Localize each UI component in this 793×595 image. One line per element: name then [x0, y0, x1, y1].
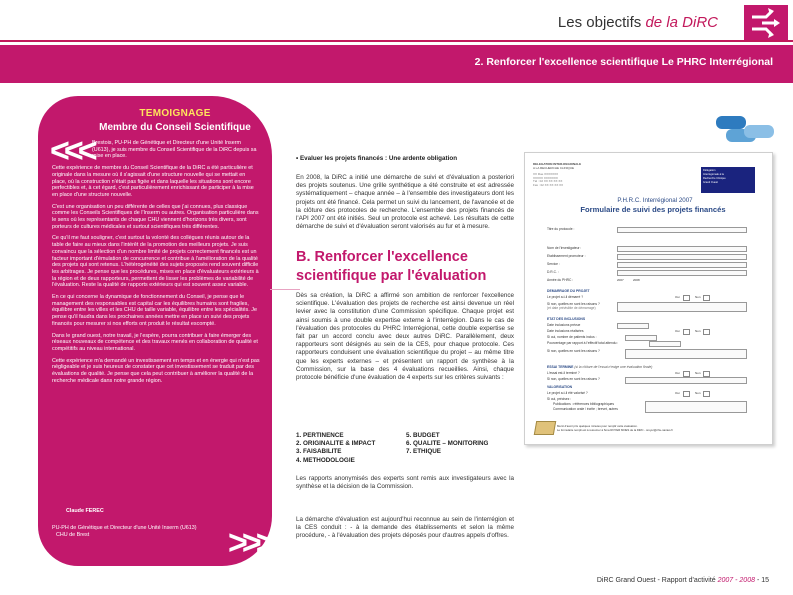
form-field-box	[649, 341, 681, 347]
form-org-line: DELEGATION INTER-REGIONALE	[533, 162, 582, 166]
form-logo-line: Recherche Clinique	[703, 177, 726, 180]
form-field-label: Etablissement promoteur :	[547, 254, 586, 258]
form-field-box	[625, 377, 747, 384]
form-field-box	[625, 349, 747, 359]
criterion: 7. ETHIQUE	[406, 448, 441, 456]
form-field-box	[617, 323, 649, 329]
form-section-title	[547, 365, 652, 369]
form-year: 2007	[617, 278, 624, 282]
testimony-paragraph: Dans le grand ouest, notre travail, je l'espère, pourra contribuer à faire émerger des réseaux nouveaux de compétence et des travaux menés en collaboration de qualité et compétitifs au niveau international.	[52, 332, 258, 352]
form-question: Publications : références bibliographiques	[553, 402, 615, 406]
quote-close-icon: >>>	[228, 524, 270, 562]
bullet-heading: • Evaluer les projets financés : Une ardente obligation	[296, 155, 458, 162]
form-field-box	[617, 302, 747, 312]
testimony-paragraph: C'est une organisation un peu différente de celles que j'ai connues, plus classique comme les Conseils Scientifiques de l'Inserm ou autres. Organisation particulière dans le sens où les représentants de chaque CHU viennent d'horizons très divers, sont porteurs de cultures médicales et surtout scientifiques très différentes.	[52, 203, 259, 230]
form-section-note: (si la clôture de l'essai n'exige une évaluation finale)	[574, 365, 653, 369]
testimony-paragraph: Cette expérience de membre du Conseil Scientifique de la DiRC a été particulière et originale dans la mesure où il s'agissait d'une structure nouvelle qui se mettait en place, où la construction n'était pas figée et dans laquelle les situations sont encore perfectibles et, à cet égard, c'est particulièrement enrichissant de participer à la mise en place d'une structure nouvelle.	[52, 165, 254, 198]
form-org-line: A LA RECHERCHE CLINIQUE	[533, 166, 575, 170]
form-no: Non	[695, 371, 701, 375]
paragraph-section-b: Dès sa création, la DiRC a affirmé son ambition de renforcer l'excellence scientifique. L'évaluation des projets de recherche est ainsi devenue un réel levier avec la constitution d'une Commission spécifique. Chaque projet est ainsi soumis à une double expertise externe à l'interrégion. Dans le cas de l'évaluation des protocoles du PHRC Interrégional, cette double expertise se fait par un accord conclu avec deux autres DiRC. Parallèlement, deux rapporteurs sont désignés au sein de la CES, pour chaque protocole. Ces rapporteurs conduisent une évaluation scientifique du projet – au même titre que les experts externes – et présentent un rapport de synthèse à la Commission, sur la base des 4 évaluations recueillies. Ainsi, chaque protocole bénéficie d'une évaluation de 4 experts sur les critères suivants :	[296, 292, 514, 382]
paragraph-demarche: La démarche d'évaluation est aujourd'hui reconnue au sein de l'interrégion et la CES conduit : - à la demande des établissements et selon la même procédure, - à l'évaluation des projets déposés pour d'autres appels d'offres.	[296, 516, 514, 540]
form-footer-line: Le formulaire rempli est à retourner à Sma ROYER MOES de la DiRC - sroyer@chu-nantes.fr	[557, 427, 673, 432]
testimony-header	[90, 108, 260, 133]
section-banner	[0, 45, 793, 83]
form-yes: Oui	[675, 329, 680, 333]
form-checkbox	[703, 295, 710, 301]
form-section-title: VALORISATION	[547, 385, 573, 389]
form-question: Le projet a-t-il été valorisé ?	[547, 391, 588, 395]
form-question: Date inclusions prévue	[547, 323, 581, 327]
form-question: Si oui, précisez :	[547, 397, 572, 401]
form-yes: Oui	[675, 371, 680, 375]
form-address: XX Rue XXXXXXX XXXXX XXXXXXX Tél : 02 XX XX XX XX Fax : 02 XX XX XX XX	[533, 172, 564, 187]
footer-years: 2007 - 2008	[717, 577, 755, 584]
form-field-box	[617, 246, 747, 252]
criterion: 1. PERTINENCE	[296, 432, 344, 439]
form-no: Non	[695, 295, 701, 299]
criterion: 5. BUDGET	[406, 432, 440, 439]
quote-open-icon: <<<	[50, 132, 92, 170]
testimony-panel	[38, 96, 272, 566]
testimony-paragraph: Ce qu'il me faut souligner, c'est surtout la volonté des collègues réunis autour de la table de faire au mieux dans l'intérêt de la promotion des meilleurs projets. Je suis convaincu que la sélection d'un nombre limité de projets correctement financés est un facteur important d'émulation de concurrence et contribue à l'amélioration de la qualité des projets qui sont retenus. L'hétérogénéité des sujets proposés rend souvent difficile les arbitrages. Je pense que les procédures, mises en place d'évaluateurs extérieurs à la région et de deux rapporteurs, permettent de lisser les problèmes de variabilité de l'évaluation. Reste la qualité de rapports extérieurs qui est souvent assez variable.	[52, 235, 259, 289]
form-question: Pourcentage par rapport à l'effectif total attendu :	[547, 341, 619, 345]
form-field-label: Année du PHRC :	[547, 278, 574, 282]
criterion: 6. QUALITE – MONITORING	[406, 440, 489, 448]
form-checkbox	[683, 391, 690, 397]
signature-place: CHU de Brest	[56, 532, 90, 538]
testimony-paragraph: Brestois, PU-PH de Génétique et Directeur d'une Unité Inserm (U613), je suis membre du Conseil Scientifique de la DiRC depuis sa mise en place.	[92, 140, 257, 160]
criterion: 2. ORIGINALITE & IMPACT	[296, 440, 376, 448]
testimony-body	[52, 140, 260, 390]
header-rule	[0, 40, 793, 42]
page-footer	[597, 577, 769, 584]
testimony-title: Membre du Conseil Scientifique	[99, 122, 251, 133]
follow-up-form-image	[524, 152, 773, 445]
criterion: 3. FAISABILITE	[296, 448, 342, 456]
form-field-label: Titre du protocole :	[547, 227, 575, 231]
form-checkbox	[683, 329, 690, 335]
form-checkbox	[703, 391, 710, 397]
form-footer-line: Merci d'avoir pris quelques minutes pour remplir cette évaluation.	[557, 424, 638, 428]
form-year: 2008	[633, 278, 640, 282]
form-question-note: (et date prévisible de démarrage)	[547, 306, 596, 310]
form-section-title: DEMARRAGE DU PROJET	[547, 289, 590, 293]
form-section-title: ETAT DES INCLUSIONS	[547, 317, 586, 321]
criteria-list	[296, 432, 514, 465]
form-no: Non	[695, 391, 701, 395]
decorative-tab	[716, 116, 746, 129]
form-question: Communication orale / écrite ; brevet, autres	[553, 407, 618, 411]
form-question: Si non, quelles en sont les raisons ?	[547, 349, 600, 353]
header-title-main: Les objectifs	[557, 14, 642, 31]
header-title-emphasis: de la DiRC	[645, 14, 718, 31]
signature-name: Claude FEREC	[66, 508, 104, 514]
form-question: Si non, quelles en sont les raisons ?	[547, 377, 600, 381]
form-question: L'essai est-il terminé ?	[547, 371, 580, 375]
page-header-title	[558, 14, 718, 31]
form-question: Si oui, nombre de patients inclus :	[547, 335, 597, 339]
form-checkbox	[683, 295, 690, 301]
form-checkbox	[703, 329, 710, 335]
form-footer	[557, 425, 767, 432]
form-question: Le projet a-t-il démarré ?	[547, 295, 584, 299]
form-question: Si non, quelles en sont les raisons ?	[547, 302, 600, 306]
dirc-logo-icon	[744, 5, 788, 41]
divider	[270, 289, 300, 290]
paragraph-anonymised: Les rapports anonymisés des experts sont remis aux investigateurs avec la synthèse et la décision de la Commission.	[296, 475, 514, 491]
section-heading: B. Renforcer l'excellence scientifique par l'évaluation	[296, 249, 487, 284]
testimony-paragraph: En ce qui concerne la dynamique de fonctionnement du Conseil, je pense que le management des responsables est capital car les équilibres humains sont fragiles, équilibre entre les villes et les CHU de taille variable, équilibre entre les spécialités. Je pense qu'il faudra dans les prochaines années mettre en place un suivi des projets financés pour mesurer si nos efforts ont produit le résultat escompté.	[52, 294, 257, 327]
form-field-box	[645, 401, 747, 413]
paragraph-2008: En 2008, la DiRC a initié une démarche de suivi et d'évaluation a posteriori des projets soutenus. Une grille synthétique a été construite et est adressée systématiquement – chaque année – à l'ensemble des investigateurs dont les projets ont été financé. Cela permet un suivi du lancement, de l'avancée et de la clôture des protocoles de recherche. L'ensemble des projets financés de l'API 2007 ont été initiés. Seul un protocole est achevé. Les résultats de cette démarche de suivi et d'évaluation seront valorisés au fur et à mesure.	[296, 174, 514, 231]
decorative-tab	[744, 125, 774, 138]
form-field-box	[617, 227, 747, 233]
pencil-paper-icon	[534, 421, 556, 435]
form-title: P.H.R.C. Interrégional 2007	[617, 197, 693, 204]
footer-text: DiRC Grand Ouest - Rapport d'activité	[596, 577, 716, 584]
form-section-label: ESSAI TERMINE	[547, 365, 574, 369]
form-field-box	[617, 254, 747, 260]
testimony-signature	[52, 508, 252, 539]
testimony-paragraph: Cette expérience m'a demandé un investissement en temps et en énergie qui n'est pas négligeable et je suis heureux de constater que cet investissement se traduit par des évaluations de qualité. Je pense que cela peut contribuer à améliorer la qualité de la recherche médicale dans notre grande région.	[52, 357, 260, 384]
form-logo	[701, 167, 755, 193]
form-logo-line: Délégation	[703, 169, 716, 172]
banner-title: 2. Renforcer l'excellence scientifique Le PHRC Interrégional	[474, 56, 773, 68]
form-logo-line: Grand Ouest	[703, 181, 718, 184]
criterion: 4. METHODOLOGIE	[296, 456, 355, 464]
signature-role: PU-PH de Génétique et Directeur d'une Unité Inserm (U613)	[52, 525, 197, 531]
form-yes: Oui	[675, 295, 680, 299]
form-question: Date inclusions réalisées	[547, 329, 584, 333]
form-field-box	[617, 270, 747, 276]
form-field-label: Service :	[547, 262, 560, 266]
testimony-kicker: TEMOIGNAGE	[139, 108, 211, 119]
form-subtitle: Formulaire de suivi des projets financés	[580, 205, 726, 214]
form-field-box	[617, 262, 747, 268]
form-field-label: D.R.C. :	[547, 270, 559, 274]
form-logo-line: Interrégionale à la	[703, 173, 724, 176]
footer-page-number: - 15	[756, 577, 769, 584]
form-no: Non	[695, 329, 701, 333]
form-yes: Oui	[675, 391, 680, 395]
form-field-label: Nom de l'investigateur :	[547, 246, 582, 250]
